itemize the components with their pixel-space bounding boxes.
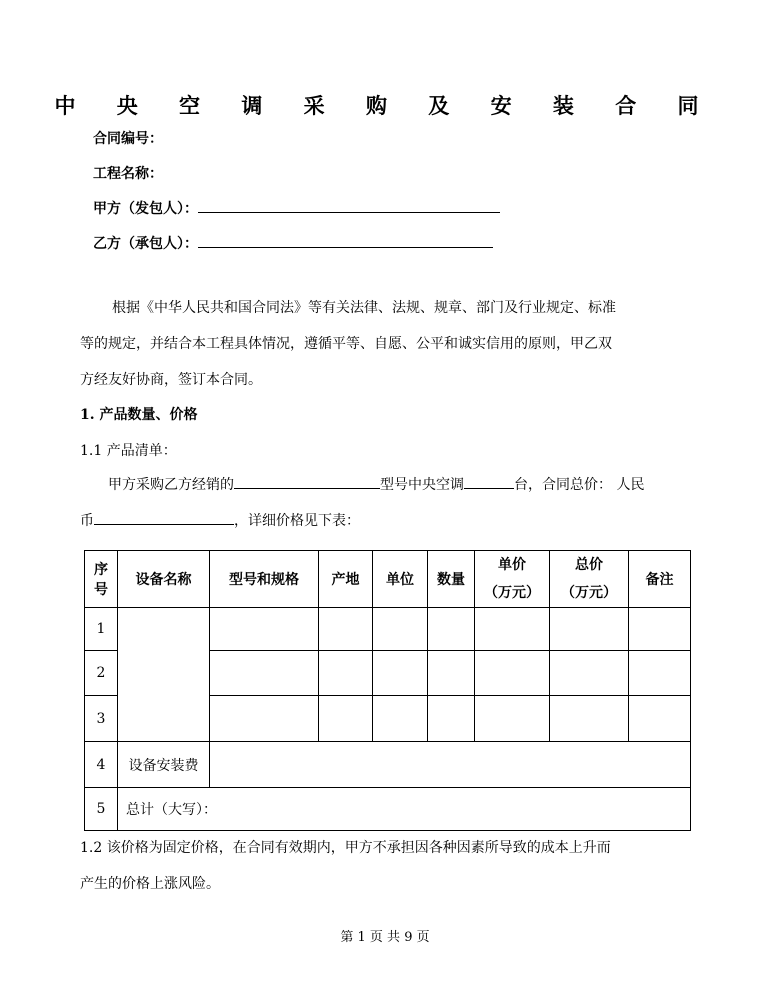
party-b-blank (198, 233, 493, 248)
document-title: 中 央 空 调 采 购 及 安 装 合 同 (54, 94, 716, 118)
equipment-name-cell (118, 608, 210, 742)
installation-fee-value (210, 742, 691, 788)
header-no: 序 号 (85, 551, 118, 608)
row-number: 2 (85, 651, 118, 696)
clause-text-a: 甲方采购乙方经销的 (108, 477, 234, 493)
total-row (85, 788, 691, 831)
project-name-label: 工程名称： (93, 166, 163, 182)
total-in-words-label: 总计（大写）： (118, 788, 691, 831)
table-cell (629, 608, 691, 651)
clause-text-e: ，详细价格见下表： (234, 513, 360, 529)
header-equipment-name: 设备名称 (118, 551, 210, 608)
header-unit: 单位 (373, 551, 428, 608)
table-cell (373, 651, 428, 696)
preamble-line-1: 根据《中华人民共和国合同法》等有关法律、法规、规章、部门及行业规定、标准 (112, 300, 616, 316)
clause-text-c: 台，合同总价： 人民 (514, 477, 645, 493)
table-cell (475, 651, 550, 696)
table-cell (319, 608, 373, 651)
contract-number-label: 合同编号： (93, 131, 163, 147)
table-cell (319, 696, 373, 742)
table-cell (550, 651, 629, 696)
product-list-table (84, 550, 691, 831)
party-b-row (93, 233, 493, 253)
table-cell (629, 651, 691, 696)
table-row (85, 608, 691, 651)
row-number: 4 (85, 742, 118, 788)
table-cell (428, 608, 475, 651)
table-cell (210, 696, 319, 742)
preamble-line-2: 等的规定，并结合本工程具体情况，遵循平等、自愿、公平和诚实信用的原则，甲乙双 (80, 336, 612, 352)
brand-blank (234, 474, 380, 489)
table-cell (210, 608, 319, 651)
page-footer: 第 1 页 共 9 页 (340, 930, 430, 945)
table-cell (319, 651, 373, 696)
party-b-label: 乙方（承包人）： (93, 236, 198, 252)
table-cell (550, 696, 629, 742)
section-1-1-heading: 1.1 产品清单： (80, 443, 177, 459)
header-unit-price: 单价 （万元） (475, 551, 550, 608)
header-origin: 产地 (319, 551, 373, 608)
party-a-label: 甲方（发包人）： (93, 201, 198, 217)
preamble-line-3: 方经友好协商，签订本合同。 (80, 372, 262, 388)
clause-text-b: 型号中央空调 (380, 477, 464, 493)
installation-fee-label: 设备安装费 (118, 742, 210, 788)
party-a-row (93, 198, 500, 218)
table-header-row (85, 551, 691, 608)
clause-text-d: 币 (80, 513, 94, 529)
purchase-clause-line-1 (108, 474, 644, 495)
table-cell (428, 651, 475, 696)
header-model: 型号和规格 (210, 551, 319, 608)
table-cell (428, 696, 475, 742)
row-number: 3 (85, 696, 118, 742)
header-quantity: 数量 (428, 551, 475, 608)
table-cell (550, 608, 629, 651)
section-1-heading: 1. 产品数量、价格 (80, 407, 198, 423)
quantity-blank (464, 474, 514, 489)
row-number: 5 (85, 788, 118, 831)
header-total-price: 总价 （万元） (550, 551, 629, 608)
purchase-clause-line-2 (80, 510, 360, 531)
row-number: 1 (85, 608, 118, 651)
table-cell (373, 696, 428, 742)
table-cell (210, 651, 319, 696)
table-cell (475, 696, 550, 742)
party-a-blank (198, 198, 500, 213)
clause-1-2-line-2: 产生的价格上涨风险。 (80, 876, 220, 892)
amount-blank (94, 510, 234, 525)
header-remark: 备注 (629, 551, 691, 608)
clause-1-2-line-1: 1.2 该价格为固定价格，在合同有效期内，甲方不承担因各种因素所导致的成本上升而 (80, 840, 611, 856)
installation-fee-row (85, 742, 691, 788)
table-cell (373, 608, 428, 651)
table-cell (475, 608, 550, 651)
table-cell (629, 696, 691, 742)
